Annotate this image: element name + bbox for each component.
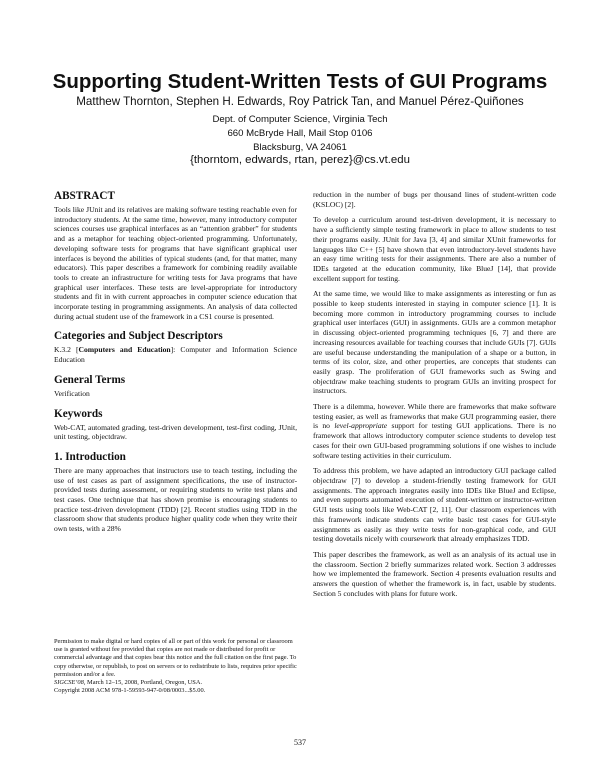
introduction-heading: 1. Introduction xyxy=(54,450,126,463)
keywords-text: Web-CAT, automated grading, test-driven development, test-first coding, JUnit, unit testing, objectdraw. xyxy=(54,422,297,442)
level-appropriate-emphasis: level-appropriate xyxy=(334,421,388,431)
left-column xyxy=(54,190,297,534)
venue-name: SIGCSE’08, xyxy=(54,679,86,687)
introduction-paragraph: There are many approaches that instructors use to teach testing, including the use of test cases as part of assignment specifications, the use of instructor-provided tests during assessment, or requiring students to write test plans and test cases. One technique that has shown promise is encouraging students to practice test-driven development (TDD) [2]. Recent studies using TDD in the classroom show that students produce higher quality code when they write their own tests, with a 28% xyxy=(54,465,297,534)
abstract-text: Tools like JUnit and its relatives are making software testing reachable even for introductory students. At the same time, however, many introductory computer sciences courses use graphical interfaces as an “attention grabber” for students and as a metaphor for teaching object-oriented programming. Unfortunately, developing software tests for programs that have significant graphical user interfaces is beyond the abilities of typical students (and, for that matter, many educators). This paper describes a framework for combining readily available tools to create an infrastructure for writing tests for Java programs that have graphical user interfaces. These tests are level-appropriate for introductory students and fit in with current approaches in computer science education that incorporate testing in programming assignments. An analysis of data collected during actual student use of the framework in a CS1 course is presented. xyxy=(54,205,297,321)
copyright-line: Copyright 2008 ACM 978-1-59593-947-0/08/0003...$5.00. xyxy=(54,687,206,695)
general-terms-heading: General Terms xyxy=(54,373,126,386)
author-list: Matthew Thornton, Stephen H. Edwards, Roy Patrick Tan, and Manuel Pérez-Quiñones xyxy=(76,95,524,108)
affiliation-dept: Dept. of Computer Science, Virginia Tech xyxy=(212,114,388,125)
intro-paragraph-5: To address this problem, we have adapted an introductory GUI package called objectdraw [7] to develop a student-friendly testing framework for GUI assignments. The approach integrates easily into IDEs like BlueJ and Eclipse, and even supports automated execution of student-written or instructor-written GUI tests using tools like Web-CAT [2, 11]. Our classroom experiences with this framework indicate students can write basic test cases for GUI-style assignments as easily as they write tests for non-graphical code, and GUI testing dovetails nicely with coursework that already emphasizes TDD. xyxy=(313,466,556,544)
abstract-heading: ABSTRACT xyxy=(54,190,115,202)
intro-continued: reduction in the number of bugs per thousand lines of student-written code (KSLOC) [2]. xyxy=(313,190,556,209)
intro-paragraph-6: This paper describes the framework, as well as an analysis of its actual use in the classroom. Section 2 briefly summarizes related work. Section 3 addresses how we implemented the framework. Section 4 presents evaluation results and answers the question of whether the framework is, in fact, usable by students. Section 5 concludes with plans for future work. xyxy=(313,549,556,598)
intro-paragraph-4: There is a dilemma, however. While there are frameworks that make software testing easier, as well as frameworks that make GUI programming easier, there is no level-appropriate support for testing GUI applications. There is no framework that allows introductory computer science students to develop test cases for their own GUI-based programming solutions if one wishes to include software testing activities in their curriculum. xyxy=(313,402,556,460)
categories-bold: Computers and Education xyxy=(78,345,171,355)
venue-line: SIGCSE’08, March 12–15, 2008, Portland, Oregon, USA. xyxy=(54,679,203,687)
intro-paragraph-3: At the same time, we would like to make assignments as interesting or fun as possible to keep students interested in staying in computer science [1]. It is becoming more common in introductory programming courses to include graphical user interfaces (GUI) in assignments. GUIs are a common metaphor in discussing object-oriented programming techniques [6, 7] and there are increasing resources available for teaching courses that include GUIs [7]. GUIs are useful because understanding the manipulation of a shape or a button, in terms of its color, size, and other properties, are concepts that students can easily grasp. The proliferation of GUI frameworks such as Swing and objectdraw make teaching students to program GUIs an inviting prospect for instructors. xyxy=(313,289,556,396)
keywords-heading: Keywords xyxy=(54,407,103,420)
general-terms-text: Verification xyxy=(54,388,90,398)
affiliation-city: Blacksburg, VA 24061 xyxy=(253,142,347,153)
page-number: 537 xyxy=(294,738,306,747)
author-emails: {thorntom, edwards, rtan, perez}@cs.vt.edu xyxy=(190,154,410,166)
paper-title: Supporting Student-Written Tests of GUI Programs xyxy=(52,70,548,93)
right-column xyxy=(313,190,556,598)
affiliation-address: 660 McBryde Hall, Mail Stop 0106 xyxy=(227,128,373,139)
intro-paragraph-2: To develop a curriculum around test-driven development, it is necessary to have a sufficiently simple testing framework in place to allow students to test their programs easily. JUnit for Java [3, 4] and similar XUnit frameworks for languages like C++ [5] have shown that even introductory-level students have an easy time writing tests for their assignments. There are also a number of IDEs targeted at the education community, like BlueJ [14], that provide excellent support for testing. xyxy=(313,215,556,283)
permission-notice xyxy=(54,638,297,695)
categories-heading: Categories and Subject Descriptors xyxy=(54,330,223,343)
permission-text: Permission to make digital or hard copies of all or part of this work for personal or classroom use is granted without fee provided that copies are not made or distributed for profit or commercial advantage and that copies bear this notice and the full citation on the first page. To copy otherwise, or republish, to post on servers or to redistribute to lists, requires prior specific permission and/or a fee. xyxy=(54,638,297,678)
categories-text: K.3.2 [Computers and Education]: Computer and Information Science Education xyxy=(54,345,297,365)
